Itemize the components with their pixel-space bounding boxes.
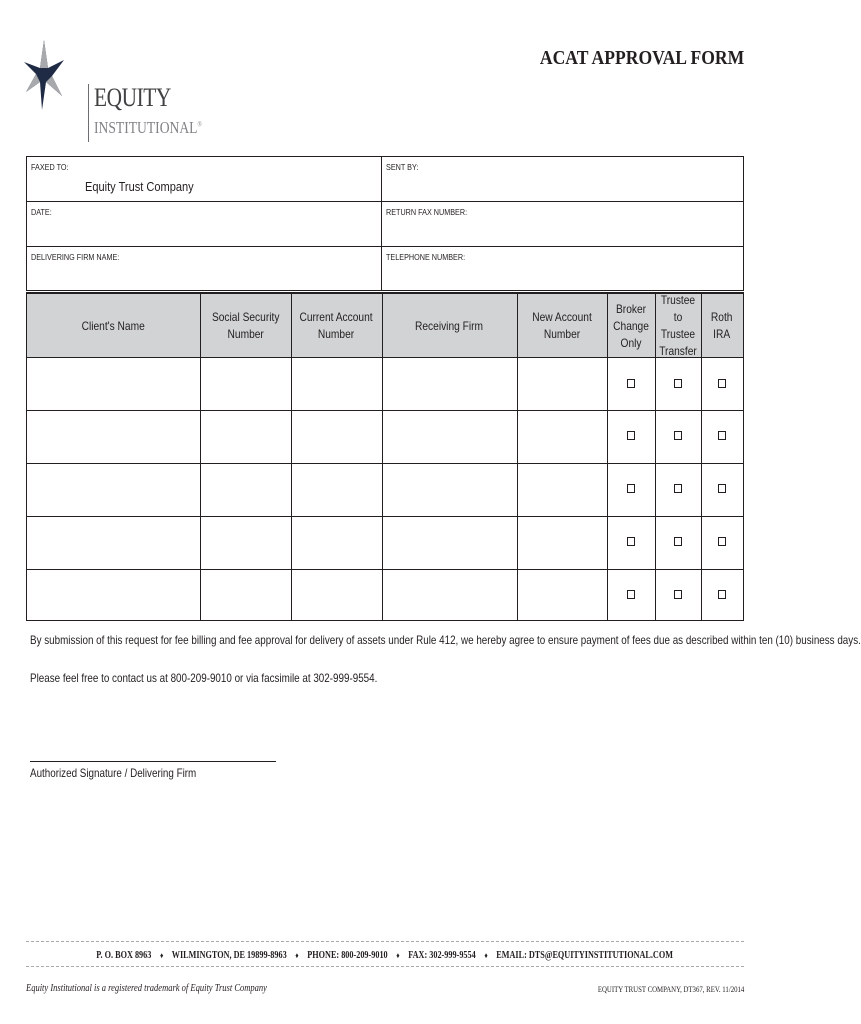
header-new-account (517, 294, 607, 358)
trustee-transfer-checkbox[interactable] (674, 379, 682, 388)
table-cell[interactable] (291, 463, 382, 516)
roth-ira-checkbox[interactable] (718, 431, 726, 440)
faxed-to-field[interactable] (27, 157, 382, 202)
footer-email[interactable]: EMAIL: DTS@EQUITYINSTITUTIONAL.COM (496, 950, 674, 961)
roth-ira-checkbox[interactable] (718, 537, 726, 546)
info-block (26, 156, 744, 291)
telephone-label: TELEPHONE NUMBER: (386, 252, 466, 262)
footer-contact (0, 950, 770, 961)
table-cell[interactable] (517, 516, 607, 569)
trustee-transfer-checkbox[interactable] (674, 537, 682, 546)
trademark-note: Equity Institutional is a registered trademark of Equity Trust Company (26, 983, 267, 994)
header-label: Social Security Number (211, 310, 280, 341)
footer-phone: PHONE: 800-209-9010 (307, 950, 389, 961)
star-icon (24, 38, 68, 112)
table-cell[interactable] (291, 569, 382, 621)
equity-institutional-logo (24, 38, 202, 137)
footer-city: WILMINGTON, DE 19899-8963 (172, 950, 288, 961)
diamond-icon: ♦ (295, 951, 300, 960)
table-cell[interactable] (27, 569, 200, 621)
table-cell[interactable] (382, 569, 517, 621)
signature-line[interactable] (30, 761, 276, 762)
table-cell[interactable] (517, 358, 607, 410)
transfer-table (26, 292, 744, 621)
broker-change-checkbox[interactable] (627, 431, 635, 440)
table-cell[interactable] (200, 463, 291, 516)
header-label: Broker Change Only (613, 301, 649, 350)
faxed-to-value: Equity Trust Company (85, 179, 194, 194)
table-cell[interactable] (517, 410, 607, 463)
header-label: Roth IRA (711, 310, 733, 341)
header-current-account (291, 294, 382, 358)
header-label: Trustee to Trustee Transfer (659, 293, 697, 358)
roth-ira-checkbox[interactable] (718, 379, 726, 388)
trustee-transfer-checkbox[interactable] (674, 590, 682, 599)
logo-divider (88, 84, 89, 142)
table-cell[interactable] (200, 358, 291, 410)
footer-fax: FAX: 302-999-9554 (408, 950, 477, 961)
header-roth-ira (701, 294, 743, 358)
table-cell[interactable] (517, 463, 607, 516)
table-cell[interactable] (382, 516, 517, 569)
header-label: Current Account Number (299, 310, 374, 341)
table-cell[interactable] (382, 410, 517, 463)
delivering-firm-field[interactable] (27, 247, 382, 290)
table-cell[interactable] (200, 569, 291, 621)
revision-code: EQUITY TRUST COMPANY, DT367, REV. 11/2014 (597, 985, 744, 994)
diamond-icon: ♦ (484, 951, 489, 960)
table-cell[interactable] (200, 516, 291, 569)
footer-divider-bottom (26, 966, 744, 967)
header-social-security (200, 294, 291, 358)
table-cell[interactable] (382, 463, 517, 516)
delivering-firm-label: DELIVERING FIRM NAME: (31, 252, 120, 262)
table-cell[interactable] (27, 463, 200, 516)
diamond-icon: ♦ (160, 951, 164, 960)
broker-change-checkbox[interactable] (627, 379, 635, 388)
table-cell[interactable] (27, 410, 200, 463)
sent-by-field[interactable] (382, 157, 743, 202)
logo-subname: INSTITUTIONAL® (94, 118, 202, 137)
signature-label: Authorized Signature / Delivering Firm (30, 766, 197, 780)
table-cell[interactable] (291, 358, 382, 410)
broker-change-checkbox[interactable] (627, 537, 635, 546)
contact-text: Please feel free to contact us at 800-209-9010 or via facsimile at 302-999-9554. (30, 671, 378, 685)
footer-po-box: P. O. BOX 8963 (96, 950, 152, 961)
header-trustee-transfer (655, 294, 701, 358)
telephone-field[interactable] (382, 247, 743, 290)
table-cell[interactable] (382, 358, 517, 410)
header-receiving-firm (382, 294, 517, 358)
roth-ira-checkbox[interactable] (718, 590, 726, 599)
broker-change-checkbox[interactable] (627, 484, 635, 493)
diamond-icon: ♦ (396, 951, 400, 960)
fee-notice: By submission of this request for fee billing and fee approval for delivery of assets under Rule 412, we hereby agree to ensure payment of fees due as described within ten (10) business days. (30, 633, 861, 647)
broker-change-checkbox[interactable] (627, 590, 635, 599)
roth-ira-checkbox[interactable] (718, 484, 726, 493)
table-cell[interactable] (27, 516, 200, 569)
sent-by-label: SENT BY: (386, 162, 419, 172)
date-field[interactable] (27, 202, 382, 247)
table-cell[interactable] (517, 569, 607, 621)
date-label: DATE: (31, 207, 52, 217)
header-clients-name (27, 294, 200, 358)
table-cell[interactable] (200, 410, 291, 463)
table-cell[interactable] (27, 358, 200, 410)
return-fax-field[interactable] (382, 202, 743, 247)
trustee-transfer-checkbox[interactable] (674, 431, 682, 440)
table-cell[interactable] (291, 516, 382, 569)
header-label: New Account Number (532, 310, 592, 341)
table-cell[interactable] (291, 410, 382, 463)
faxed-to-label: FAXED TO: (31, 162, 69, 172)
header-label: Receiving Firm (415, 318, 484, 333)
trustee-transfer-checkbox[interactable] (674, 484, 682, 493)
footer-divider-top (26, 941, 744, 942)
form-title: ACAT APPROVAL FORM (539, 47, 744, 69)
header-label: Client's Name (81, 318, 146, 333)
return-fax-label: RETURN FAX NUMBER: (386, 207, 468, 217)
header-broker-change (607, 294, 655, 358)
logo-name: EQUITY (94, 83, 171, 112)
